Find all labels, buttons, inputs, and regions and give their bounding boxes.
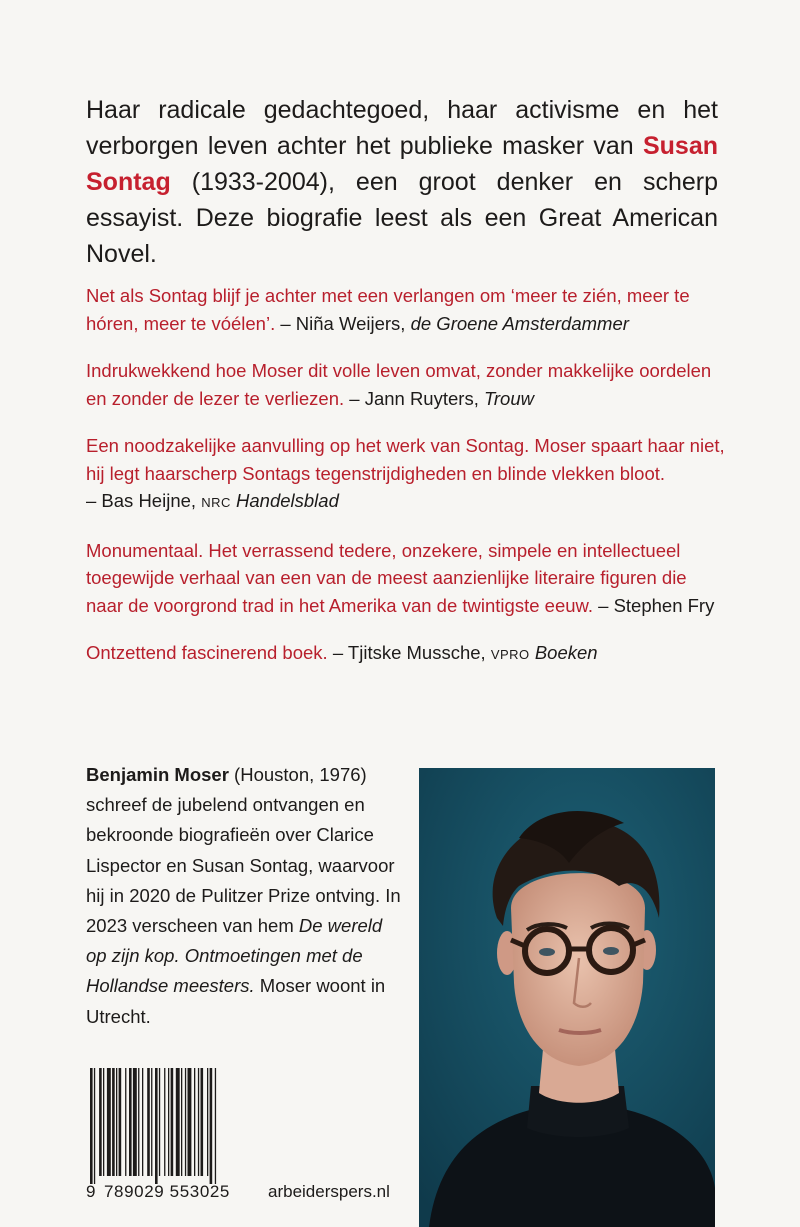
quote-text: Ontzettend fascinerend boek. bbox=[86, 642, 328, 663]
barcode-bar bbox=[151, 1068, 152, 1176]
barcode-bar bbox=[133, 1068, 137, 1176]
review-quote bbox=[86, 639, 726, 669]
review-quote bbox=[86, 282, 726, 337]
bio-book-title: De wereld op zijn kop. Ontmoetingen met de Hollandse meesters. bbox=[86, 915, 383, 997]
barcode-bar bbox=[159, 1068, 160, 1176]
barcode-bar bbox=[198, 1068, 199, 1176]
barcode-bar bbox=[155, 1068, 158, 1184]
barcode-bar bbox=[147, 1068, 150, 1176]
quote-source-prefix: NRC bbox=[201, 495, 231, 510]
barcode-bar bbox=[142, 1068, 143, 1176]
publisher-website: arbeiderspers.nl bbox=[268, 1182, 390, 1201]
blurb-before: Haar radicale gedachtegoed, haar activisme en het verborgen leven achter het publieke masker van bbox=[86, 96, 718, 160]
author-name: Benjamin Moser bbox=[86, 764, 229, 785]
barcode-bar bbox=[99, 1068, 102, 1176]
review-quotes bbox=[86, 282, 726, 689]
blurb-subject-name: Susan Sontag bbox=[86, 132, 718, 196]
barcode-bar bbox=[188, 1068, 192, 1176]
quote-source-prefix: VPRO bbox=[490, 647, 530, 662]
author-portrait-illustration bbox=[419, 768, 715, 1227]
barcode-bar bbox=[116, 1068, 117, 1176]
barcode-bar bbox=[168, 1068, 169, 1176]
barcode-bar bbox=[103, 1068, 104, 1176]
barcode-bar bbox=[119, 1068, 122, 1176]
quote-source: Boeken bbox=[534, 642, 598, 663]
isbn-digits: 789029 553025 bbox=[104, 1182, 230, 1201]
barcode-bar bbox=[176, 1068, 180, 1176]
barcode-bar bbox=[129, 1068, 132, 1176]
barcode-bar bbox=[125, 1068, 126, 1176]
barcode-bar bbox=[90, 1068, 93, 1184]
barcode-bar bbox=[94, 1068, 95, 1184]
quote-text: Indrukwekkend hoe Moser dit volle leven omvat, zonder makkelijke oordelen en zonder de lezer te verliezen. bbox=[86, 360, 712, 409]
barcode-bar bbox=[107, 1068, 111, 1176]
bio-text-2: Moser woont in Utrecht. bbox=[86, 975, 386, 1027]
review-quote bbox=[86, 357, 726, 412]
review-quote bbox=[86, 537, 726, 620]
bio-text-1: (Houston, 1976) schreef de jubelend ontvangen en bekroonde biografieën over Clarice Lispector en Susan Sontag, waarvoor hij in 2020 de Pulitzer Prize ontving. In 2023 verscheen van hem bbox=[86, 764, 401, 937]
quote-source: Trouw bbox=[483, 387, 534, 409]
barcode-bar bbox=[112, 1068, 115, 1176]
blurb-after: (1933-2004), een groot denker en scherp essayist. Deze biografie leest als een Great American Novel. bbox=[86, 168, 718, 268]
isbn-barcode bbox=[86, 1068, 250, 1188]
review-quote bbox=[86, 432, 726, 517]
barcode-bar bbox=[210, 1068, 213, 1184]
author-bio bbox=[86, 760, 402, 1032]
quote-source: de Groene Amsterdammer bbox=[410, 312, 629, 334]
quote-text: Monumentaal. Het verrassend tedere, onzekere, simpele en intellectueel toegewijde verhaal van een van de meest aanzienlijke literaire figuren die naar de voorgrond trad in het Amerika van de twintigste eeuw. bbox=[86, 539, 687, 616]
isbn-first-digit: 9 bbox=[86, 1182, 96, 1201]
quote-author: – Tjitske Mussche, bbox=[327, 642, 491, 663]
barcode-bar bbox=[201, 1068, 204, 1176]
cover-blurb bbox=[86, 92, 718, 272]
barcode-bar bbox=[181, 1068, 182, 1176]
author-photo bbox=[419, 768, 715, 1227]
quote-author: – Stephen Fry bbox=[593, 594, 715, 616]
quote-text: Net als Sontag blijf je achter met een verlangen om ‘meer te zién, meer te hóren, meer te vóélen’. bbox=[86, 285, 690, 334]
barcode-bar bbox=[194, 1068, 195, 1176]
quote-author: – Jann Ruyters, bbox=[344, 387, 484, 409]
quote-source: Handelsblad bbox=[236, 490, 339, 511]
barcode-bar bbox=[171, 1068, 174, 1176]
barcode-bar bbox=[164, 1068, 165, 1176]
quote-author: – Bas Heijne, bbox=[86, 490, 202, 511]
barcode-bar bbox=[185, 1068, 186, 1176]
quote-text: Een noodzakelijke aanvulling op het werk van Sontag. Moser spaart haar niet, hij legt haarscherp Sontags tegenstrijdigheden en blinde vlekken bloot. bbox=[86, 435, 725, 484]
barcode-bar bbox=[215, 1068, 216, 1184]
quote-author: – Niña Weijers, bbox=[275, 312, 411, 334]
barcode-bar bbox=[207, 1068, 208, 1176]
barcode-bar bbox=[138, 1068, 139, 1176]
